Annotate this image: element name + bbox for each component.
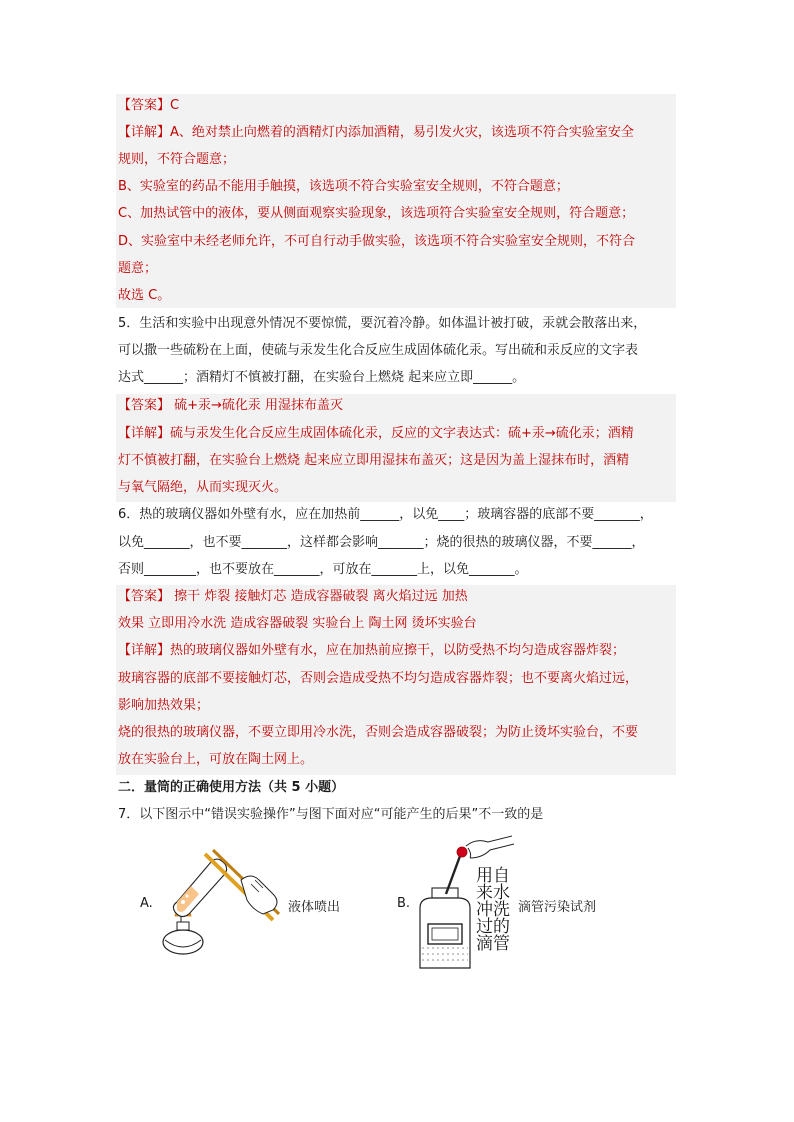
q4-answer: 【答案】C [118,98,180,113]
dropper-icon [446,847,467,894]
q6-detail-line: 烧的很热的玻璃仪器，不要立即用冷水洗，否则会造成容器破裂；为防止烫坏实验台，不要 [118,725,639,740]
q6-answer-line: 效果 立即用冷水洗 造成容器破裂 实验台上 陶土网 烫坏实验台 [118,616,477,631]
q4-detail-line: B、实验室的药品不能用手触摸，该选项不符合实验室安全规则，不符合题意； [118,179,569,194]
annotation-line: 来水 [476,883,510,903]
hand-icon [466,836,514,858]
q6-detail-line: 玻璃容器的底部不要接触灯芯，否则会造成受热不均匀造成容器炸裂；也不要离火焰过远， [118,671,639,686]
q6-stem-line: 否则________，也不要放在_______，可放在_______上，以免_______。 [118,562,528,577]
q6-detail-line: 放在实验台上，可放在陶土网上。 [118,752,314,767]
annotation-line: 滴管 [476,934,510,954]
q5-answer: 【答案】 硫+汞→硫化汞 用湿抹布盖灭 [118,398,344,413]
q5-detail-line: 与氧气隔绝，从而实现灭火。 [118,480,288,495]
option-b-letter: B. [397,896,411,911]
q4-detail-line: 【详解】A、绝对禁止向燃着的酒精灯内添加酒精，易引发火灾，该选项不符合实验室安全 [118,125,634,140]
option-a-result: 液体喷出 [288,900,341,915]
option-a-letter: A. [140,896,153,911]
q5-stem-line: 达式______；酒精灯不慎被打翻，在实验台上燃烧 起来应立即______。 [118,370,526,385]
annotation-line: 冲洗 [476,900,510,920]
q4-detail-line: 规则，不符合题意； [118,152,236,167]
q4-detail-line: 题意； [118,261,158,276]
q5-detail-line: 【详解】硫与汞发生化合反应生成固体硫化汞，反应的文字表达式：硫+汞→硫化汞；酒精 [118,426,634,441]
q4-detail-line: D、实验室中未经老师允许，不可自行动手做实验，该选项不符合实验室安全规则，不符合 [118,234,636,249]
reagent-bottle-icon [420,888,470,968]
q6-detail-line: 影响加热效果； [118,698,210,713]
q4-detail-line: C、加热试管中的液体，要从侧面观察实验现象，该选项符合实验室安全规则，符合题意； [118,206,635,221]
q6-answer-line: 【答案】 擦干 炸裂 接触灯芯 造成容器破裂 离火焰过远 加热 [118,589,468,604]
section-heading: 二．量筒的正确使用方法（共 5 小题） [118,780,345,795]
q6-stem-line: 以免_______，也不要_______，这样都会影响_______；烧的很热的玻璃仪器，不要______， [118,535,645,550]
q7-stem: 7．以下图示中“错误实验操作”与图下面对应“可能产生的后果”不一致的是 [118,807,544,822]
q4-detail-line: 故选 C。 [118,288,171,303]
option-b-result: 滴管污染试剂 [518,900,597,915]
hand-icon [241,876,277,914]
annotation-line: 用自 [476,866,510,886]
q5-stem-line: 5．生活和实验中出现意外情况不要惊慌，要沉着冷静。如体温计被打破，汞就会散落出来， [118,316,647,331]
option-a-figure [155,850,285,960]
q5-detail-line: 灯不慎被打翻，在实验台上燃烧 起来应立即用湿抹布盖灭；这是因为盖上湿抹布时，酒精 [118,453,630,468]
q6-detail-line: 【详解】热的玻璃仪器如外壁有水，应在加热前应擦干，以防受热不均匀造成容器炸裂； [118,643,626,658]
option-b-annotation [476,868,510,953]
q5-stem-line: 可以撒一些硫粉在上面，使硫与汞发生化合反应生成固体硫化汞。写出硫和汞反应的文字表 [118,343,639,358]
annotation-line: 过的 [476,917,510,937]
q6-stem-line: 6．热的玻璃仪器如外壁有水，应在加热前______，以免____；玻璃容器的底部不要_______， [118,507,653,522]
